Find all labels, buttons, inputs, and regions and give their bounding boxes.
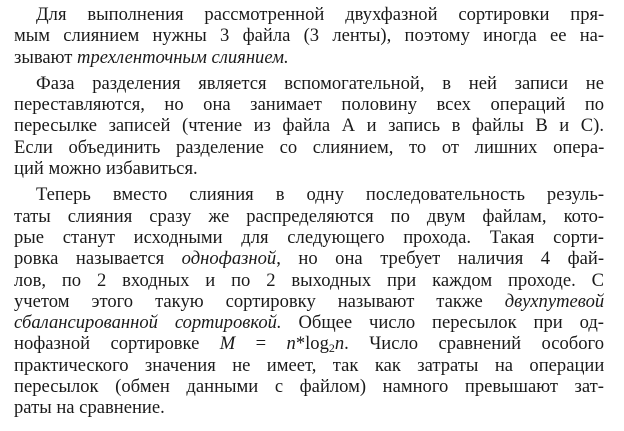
text-line: практического значения не имеет, так как затраты на операции	[14, 354, 605, 376]
italic-term: трехленточным слиянием.	[77, 46, 289, 68]
text-line: мым слиянием нужны 3 файла (3 ленты), поэтому иногда ее на-	[14, 25, 605, 47]
text-line: Для выполнения рассмотренной двухфазной сортировки пря-	[36, 4, 605, 25]
text-line: переставляются, но она занимает половину всех операций по	[14, 94, 605, 116]
text-line	[14, 291, 604, 312]
formula-log: *log	[295, 333, 329, 355]
text-line	[14, 47, 604, 68]
text-line	[14, 248, 604, 269]
paragraph-3	[14, 184, 604, 418]
italic-term: однофазной	[181, 248, 277, 270]
text-line: лов, по 2 входных и по 2 выходных при каждом проходе. С	[14, 269, 604, 291]
text-line	[14, 312, 604, 333]
text-line: пересылке записей (чтение из файла А и запись в файлы В и С).	[14, 115, 604, 137]
formula	[220, 333, 344, 354]
paragraph-2	[14, 73, 604, 179]
italic-term: двухпутевой	[504, 290, 605, 312]
text-fragment: Общее число пересылок при од-	[281, 312, 604, 334]
text-line: раты на сравнение.	[14, 397, 165, 419]
formula-var-m: M	[219, 333, 236, 355]
formula-equals: =	[235, 333, 287, 355]
text-fragment: учетом этого такую сортировку называют также	[14, 290, 505, 312]
text-fragment: . Число сравнений особого	[344, 333, 605, 355]
formula-log-base: 2	[328, 341, 335, 356]
formula-var-n: n	[334, 333, 345, 355]
text-line: рые станут исходными для следующего прохода. Такая сорти-	[14, 226, 604, 248]
text-fragment: , но она требует наличия 4 фай-	[276, 248, 605, 270]
text-fragment: ровка называется	[14, 248, 182, 270]
text-line: Если объединить разделение со слиянием, то от лишних опера-	[14, 136, 605, 158]
text-line: ций можно избавиться.	[14, 158, 198, 180]
text-line: Теперь вместо слияния в одну последовательность резуль-	[36, 184, 605, 206]
text-line: пересылок (обмен данными с файлом) намного превышают зат-	[14, 376, 604, 398]
document-page	[14, 4, 604, 419]
text-line: Фаза разделения является вспомогательной, в ней записи не	[36, 72, 604, 94]
text-fragment: зывают	[14, 46, 78, 68]
text-line: таты слияния сразу же распределяются по двум файлам, кото-	[14, 205, 605, 227]
text-fragment: нофазной сортировке	[14, 333, 220, 355]
text-line	[14, 333, 604, 354]
italic-term: сбалансированной сортировкой.	[14, 312, 282, 334]
paragraph-1	[14, 4, 604, 68]
formula-var-n: n	[286, 333, 296, 355]
